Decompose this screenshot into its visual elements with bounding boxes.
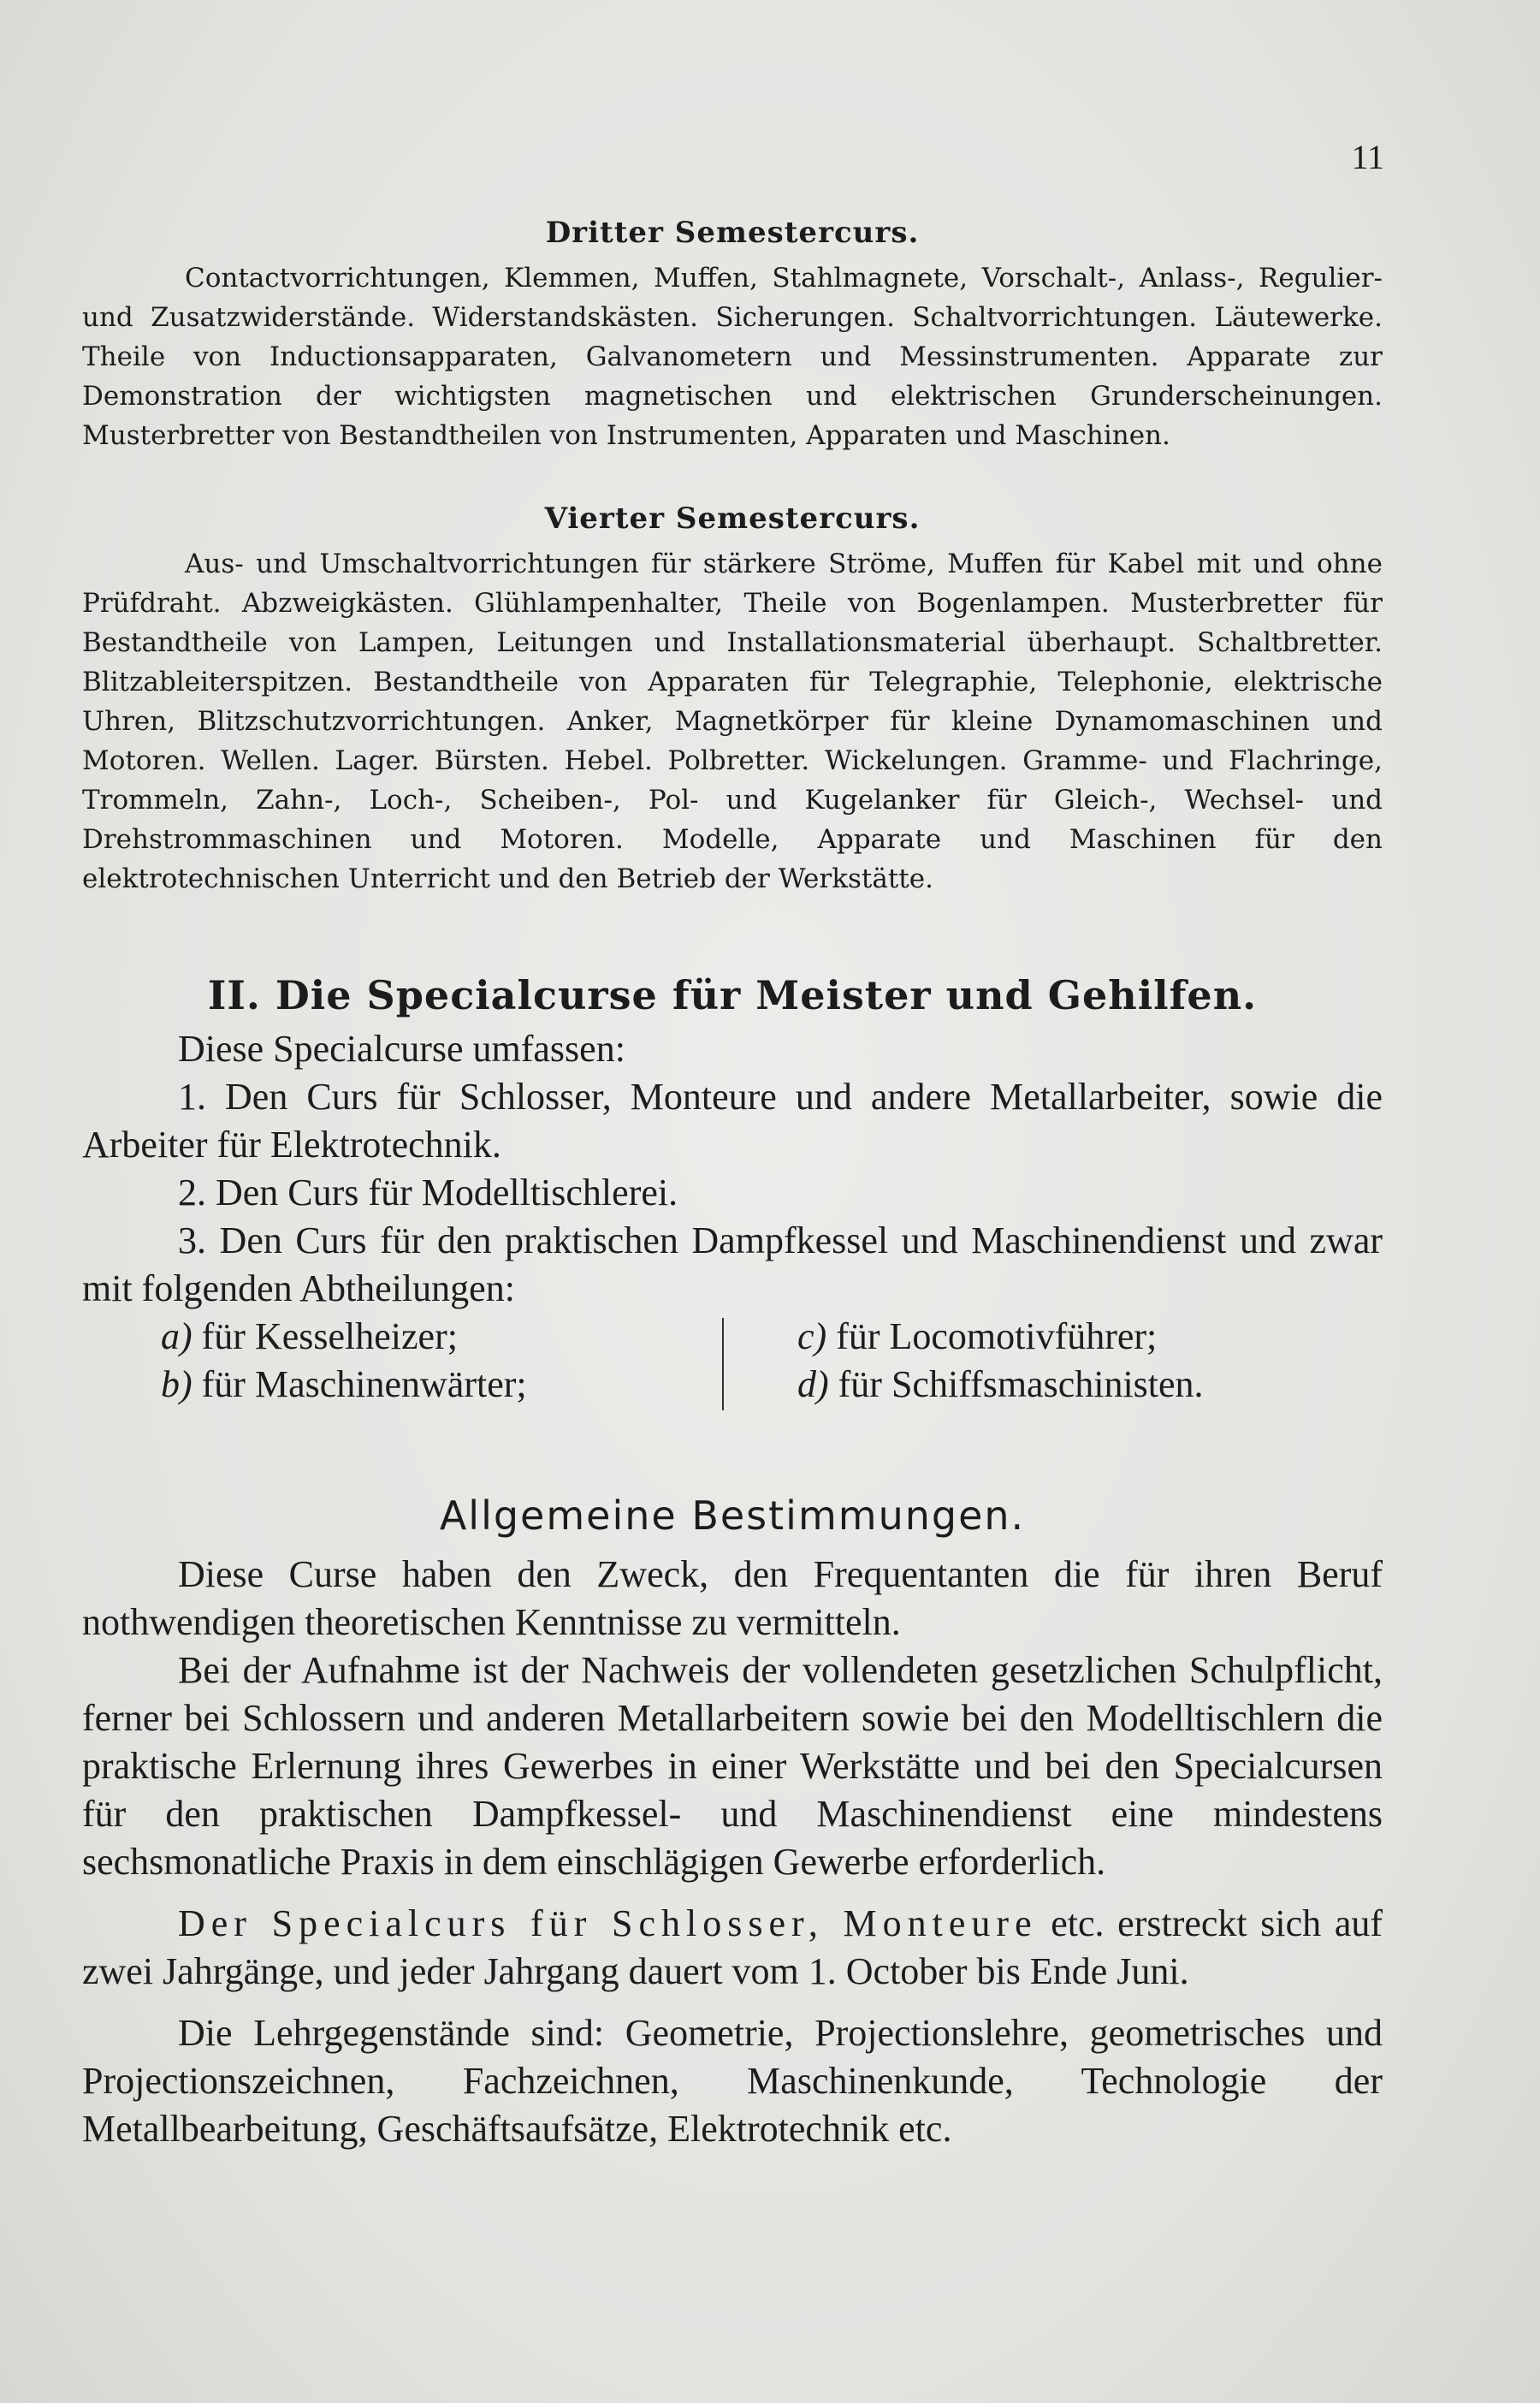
- sub-item-marker: d): [797, 1363, 829, 1405]
- sub-list-left: [161, 1313, 527, 1409]
- paragraph-4: Die Lehrgegenstände sind: Geometrie, Projectionslehre, geometrisches und Projectionszeichnen, Fachzeichnen, Maschinenkunde, Technologie der Metallbearbeitung, Geschäftsaufsätze, Elektrotechnik etc.: [82, 2012, 1383, 2150]
- section-allgemeine-bestimmungen: [82, 1492, 1383, 2153]
- sub-item-marker: a): [161, 1315, 192, 1357]
- part-heading: II. Die Specialcurse für Meister und Gehilfen.: [207, 972, 1258, 1018]
- section-text: Contactvorrichtungen, Klemmen, Muffen, Stahlmagnete, Vorschalt-, Anlass-, Regulier- und Zusatzwiderstände. Widerstandskästen. Sicherungen. Schaltvorrichtungen. Läutewerke. Theile von Inductionsapparaten, Galvanometern und Messinstrumenten. Apparate zur Demonstration der wichtigsten magnetischen und elektrischen Grunderscheinungen. Musterbretter von Bestandtheilen von Instrumenten, Apparaten und Maschinen.: [82, 263, 1383, 451]
- sub-item-text: für Kesselheizer;: [201, 1315, 458, 1357]
- section-dritter-semestercurs: [82, 216, 1383, 455]
- sub-list: [82, 1313, 1383, 1409]
- section-title: Dritter Semestercurs.: [545, 216, 920, 250]
- sub-item-b: [161, 1361, 527, 1409]
- sub-item-marker: b): [161, 1363, 192, 1405]
- spaced-emphasis: Der Specialcurs für Schlosser, Monteure: [178, 1902, 1038, 1944]
- section-text: Aus- und Umschaltvorrichtungen für stärkere Ströme, Muffen für Kabel mit und ohne Prüfdraht. Abzweigkästen. Glühlampenhalter, Theile von Bogenlampen. Musterbretter für Bestandtheile von Lampen, Leitungen und Installationsmaterial überhaupt. Schaltbretter. Blitzableiterspitzen. Bestandtheile von Apparaten für Telegraphie, Telephonie, elektrische Uhren, Blitzschutzvorrichtungen. Anker, Magnetkörper für kleine Dynamomaschinen und Motoren. Wellen. Lager. Bürsten. Hebel. Polbretter. Wickelungen. Gramme- und Flachringe, Trommeln, Zahn-, Loch-, Scheiben-, Pol- und Kugelanker für Gleich-, Wechsel- und Drehstrommaschinen und Motoren. Modelle, Apparate und Maschinen für den elektrotechnischen Unterricht und den Betrieb der Werkstätte.: [82, 549, 1383, 894]
- sub-item-text: für Schiffsmaschinisten.: [838, 1363, 1204, 1405]
- list-item-3: 3. Den Curs für den praktischen Dampfkessel und Maschinendienst und zwar mit folgenden Abtheilungen:: [82, 1219, 1383, 1309]
- sub-item-d: [797, 1361, 1204, 1409]
- sub-list-right: [797, 1313, 1204, 1409]
- paragraph-3: [82, 1900, 1383, 1996]
- paragraph-1: Diese Curse haben den Zweck, den Frequentanten die für ihren Beruf nothwendigen theoretischen Kenntnisse zu vermitteln.: [82, 1553, 1383, 1643]
- paragraph-3-rest: etc. erstreckt sich auf zwei Jahrgänge, und jeder Jahrgang dauert vom 1. October bis Ende Juni.: [82, 1902, 1383, 1992]
- sub-item-text: für Maschinenwärter;: [201, 1363, 527, 1405]
- part-ii-specialcurse: [82, 972, 1383, 1409]
- section-vierter-semestercurs: [82, 501, 1383, 899]
- paragraph-2: Bei der Aufnahme ist der Nachweis der vollendeten gesetzlichen Schulpflicht, ferner bei Schlossern und anderen Metallarbeitern sowie bei den Modelltischlern die praktische Erlernung ihres Gewerbes in einer Werkstätte und bei den Specialcursen für den praktischen Dampfkessel- und Maschinendienst eine mindestens sechsmonatliche Praxis in dem einschlägigen Gewerbe erforderlich.: [82, 1649, 1383, 1883]
- column-divider: [722, 1318, 724, 1410]
- sub-item-marker: c): [797, 1315, 827, 1357]
- section-title: Vierter Semestercurs.: [544, 501, 921, 536]
- page-number: 11: [1351, 138, 1384, 176]
- list-item-2: 2. Den Curs für Modelltischlerei.: [178, 1172, 678, 1213]
- sub-item-text: für Locomotivführer;: [836, 1315, 1158, 1357]
- list-item-1: 1. Den Curs für Schlosser, Monteure und andere Metallarbeiter, sowie die Arbeiter für Elektrotechnik.: [82, 1076, 1383, 1166]
- sub-item-a: [161, 1313, 527, 1361]
- section-heading: Allgemeine Bestimmungen.: [439, 1492, 1026, 1539]
- intro-line: Diese Specialcurse umfassen:: [178, 1028, 625, 1070]
- sub-item-c: [797, 1313, 1204, 1361]
